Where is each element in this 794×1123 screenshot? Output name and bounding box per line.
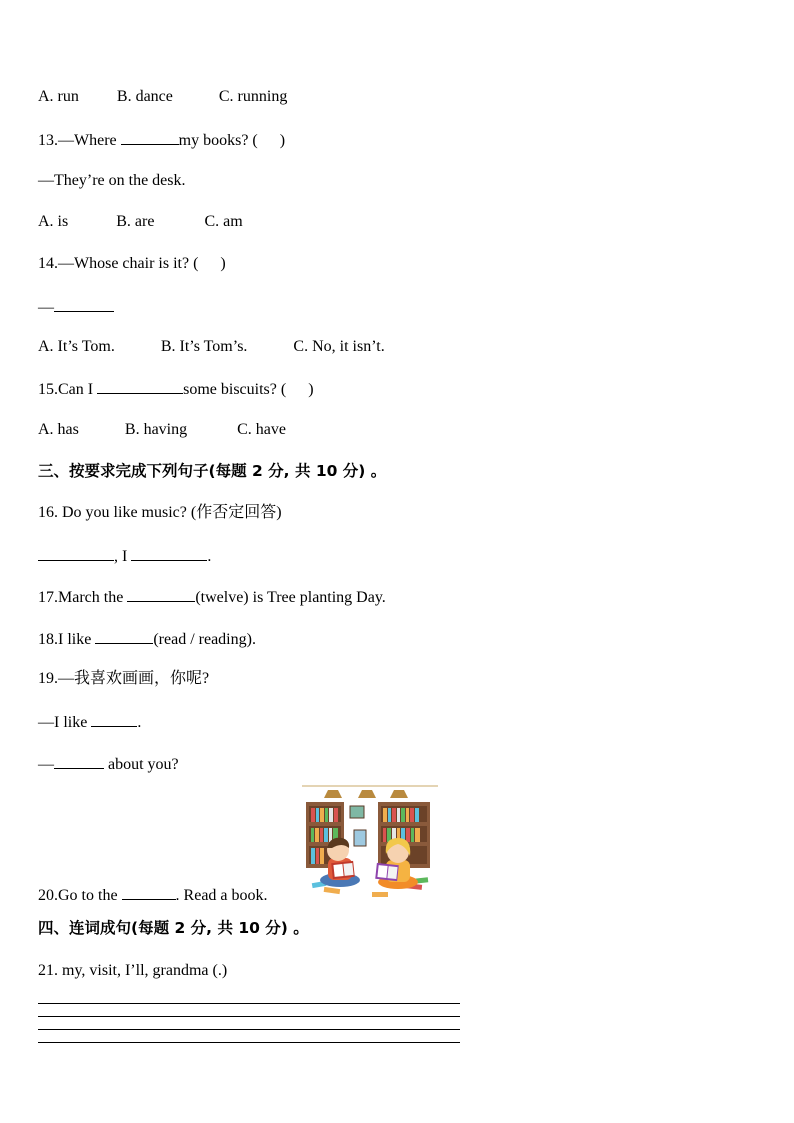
q12-options	[38, 87, 287, 107]
q16-blank-1[interactable]	[38, 545, 114, 561]
q17-pre: 17.March the	[38, 589, 124, 606]
q14-paren-close: )	[220, 255, 226, 272]
q15-paren-close: )	[308, 381, 314, 398]
q15-blank[interactable]	[97, 378, 183, 394]
q16-comma: , I	[114, 548, 128, 565]
q14-blank[interactable]	[54, 296, 114, 312]
q13-answer-line: —They’re on the desk.	[38, 172, 186, 189]
q19-line2-post: .	[137, 714, 142, 731]
q13-post: my books? (	[178, 132, 258, 149]
q13-option-a: A. is	[38, 213, 69, 230]
q20-blank[interactable]	[122, 884, 176, 900]
q12-option-a: A. run	[38, 88, 79, 105]
q18-blank[interactable]	[95, 628, 153, 644]
q20-post: . Read a book.	[175, 887, 268, 904]
q19-line-3	[38, 753, 179, 775]
q18-post: (read / reading).	[153, 631, 256, 648]
q12-option-b: B. dance	[116, 88, 173, 105]
q15-post: some biscuits? (	[183, 381, 287, 398]
ceiling-lamps	[302, 786, 438, 798]
library-reading-illustration	[302, 784, 438, 900]
q13-paren-close: )	[279, 132, 286, 149]
q15-option-c: C. have	[237, 421, 286, 438]
q16-question: 16. Do you like music? (作否定回答)	[38, 504, 282, 521]
q14-option-a: A. It’s Tom.	[38, 338, 115, 355]
q13-number: 13.	[38, 132, 58, 149]
q21-question: 21. my, visit, I’ll, grandma (.)	[38, 962, 228, 979]
answer-writing-line-2[interactable]	[38, 1016, 460, 1017]
q16-answer-line	[38, 545, 211, 567]
q15-question	[38, 378, 314, 400]
q19-line-2	[38, 711, 141, 733]
q19-blank-1[interactable]	[91, 711, 137, 727]
q18-question	[38, 628, 256, 650]
answer-writing-line-1[interactable]	[38, 1003, 460, 1004]
q13-option-b: B. are	[116, 213, 155, 230]
q15-option-a: A. has	[38, 421, 79, 438]
q16-blank-2[interactable]	[131, 545, 207, 561]
q13-options	[38, 212, 243, 232]
q12-option-c: C. running	[218, 88, 288, 105]
q16-period: .	[207, 548, 212, 565]
q19-line3-pre: —	[38, 756, 54, 773]
q19-line3-post: about you?	[108, 756, 179, 773]
q14-number: 14.	[38, 255, 58, 272]
q15-number: 15.	[38, 381, 58, 398]
q18-pre: 18.I like	[38, 631, 92, 648]
answer-writing-line-4[interactable]	[38, 1042, 460, 1043]
q14-option-c: C. No, it isn’t.	[293, 338, 385, 355]
q15-options	[38, 420, 286, 440]
q15-option-b: B. having	[124, 421, 188, 438]
q14-text: —Whose chair is it? (	[58, 255, 199, 272]
q13-option-c: C. am	[204, 213, 243, 230]
answer-writing-line-3[interactable]	[38, 1029, 460, 1030]
q14-answer-line	[38, 296, 114, 318]
q19-line2-pre: —I like	[38, 714, 88, 731]
q17-blank[interactable]	[127, 586, 195, 602]
q14-question	[38, 254, 226, 274]
q13-dash: —	[58, 132, 74, 149]
q13-blank[interactable]	[121, 129, 179, 145]
q20-pre: 20.Go to the	[38, 887, 118, 904]
q19-blank-2[interactable]	[54, 753, 104, 769]
q13-pre: Where	[74, 132, 117, 149]
section-3-heading: 三、按要求完成下列句子(每题 2 分, 共 10 分) 。	[38, 462, 387, 480]
q20-question	[38, 884, 268, 906]
q14-options	[38, 337, 385, 357]
q17-post: (twelve) is Tree planting Day.	[195, 589, 386, 606]
section-4-heading: 四、连词成句(每题 2 分, 共 10 分) 。	[38, 919, 309, 937]
q15-pre: Can I	[58, 381, 94, 398]
q17-question	[38, 586, 386, 608]
q14-dash: —	[38, 299, 54, 316]
q19-question: 19.—我喜欢画画，你呢?	[38, 670, 210, 687]
q14-option-b: B. It’s Tom’s.	[160, 338, 248, 355]
q13-question	[38, 129, 285, 151]
